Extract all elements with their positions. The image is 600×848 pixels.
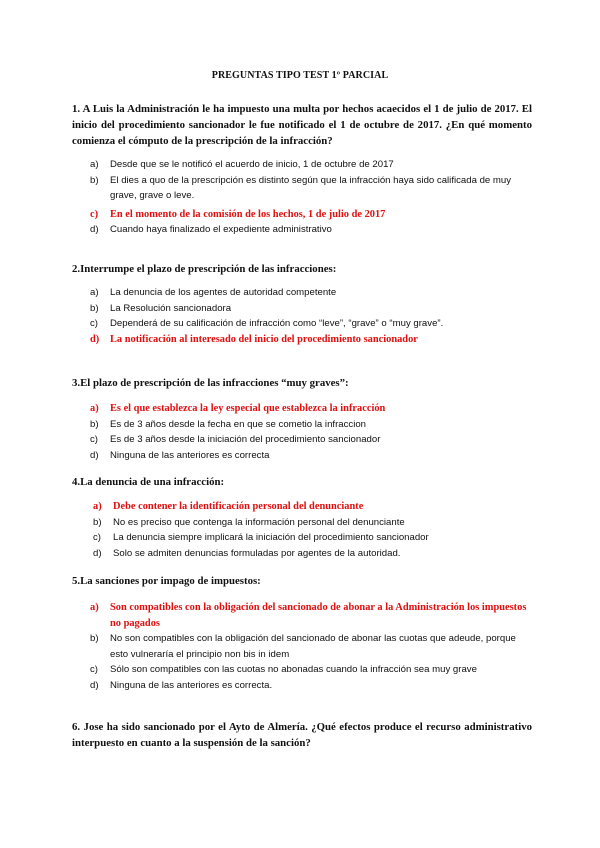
question-4-text: 4.La denuncia de una infracción: <box>72 476 225 488</box>
option: b) El dies a quo de la prescripción es distinto según que la infracción haya sido calificada de muy grave, grave o leve. <box>90 174 512 201</box>
option-correct: a) Es el que establezca la ley especial que establezca la infracción <box>90 403 386 414</box>
question-3-text: 3.El plazo de prescripción de las infracciones “muy graves”: <box>72 377 349 389</box>
option: d) Solo se admiten denuncias formuladas por agentes de la autoridad. <box>93 547 401 559</box>
question-1-text: 1. A Luis la Administración le ha impuesto una multa por hechos acaecidos el 1 de julio de 2017. El inicio del procedimiento sancionador le fue notificado el 1 de octubre de 2017. ¿En qué momento comienza el cómputo de la prescripción de la infracción? <box>72 103 532 147</box>
option: a) La denuncia de los agentes de autoridad competente <box>90 287 337 298</box>
option: c) Sólo son compatibles con las cuotas no abonadas cuando la infracción sea muy grave <box>90 664 477 675</box>
option-correct: a) Debe contener la identificación personal del denunciante <box>93 501 364 512</box>
option-correct: c) En el momento de la comisión de los hechos, 1 de julio de 2017 <box>90 208 386 220</box>
option: b) No es preciso que contenga la información personal del denunciante <box>93 516 405 528</box>
question-3-options <box>90 401 535 463</box>
question-2-text: 2.Interrumpe el plazo de prescripción de las infracciones: <box>72 263 337 275</box>
option-correct: a) Son compatibles con la obligación del sancionado de abonar a la Administración los impuestos no pagados <box>90 602 527 629</box>
option: d) Cuando haya finalizado el expediente administrativo <box>90 224 332 235</box>
option: d) Ninguna de las anteriores es correcta <box>90 449 270 461</box>
page-title: PREGUNTAS TIPO TEST 1º PARCIAL <box>211 70 389 81</box>
question-1-options <box>90 157 535 238</box>
option: b) No son compatibles con la obligación del sancionado de abonar las cuotas que adeude, porque esto vulneraría el principio non bis in idem <box>90 633 516 660</box>
option: c) Dependerá de su calificación de infracción como “leve”, “grave” o “muy grave”. <box>90 318 444 329</box>
option: c) Es de 3 años desde la iniciación del procedimiento sancionador <box>90 434 381 445</box>
question-4-options <box>93 499 538 561</box>
option: d) Ninguna de las anteriores es correcta. <box>90 679 273 691</box>
option: b) La Resolución sancionadora <box>90 302 232 314</box>
question-5-text: 5.La sanciones por impago de impuestos: <box>72 575 261 587</box>
question-5-options <box>90 600 535 693</box>
option: a) Desde que se le notificó el acuerdo de inicio, 1 de octubre de 2017 <box>90 159 394 170</box>
question-6-text: 6. Jose ha sido sancionado por el Ayto de Almería. ¿Qué efectos produce el recurso administrativo interpuesto en cuanto a la suspensión de la sanción? <box>72 721 532 749</box>
question-2-options <box>90 285 535 347</box>
option: b) Es de 3 años desde la fecha en que se cometio la infraccion <box>90 418 366 430</box>
option: c) La denuncia siempre implicará la iniciación del procedimiento sancionador <box>93 532 429 543</box>
option-correct: d) La notificación al interesado del inicio del procedimiento sancionador <box>90 333 418 345</box>
